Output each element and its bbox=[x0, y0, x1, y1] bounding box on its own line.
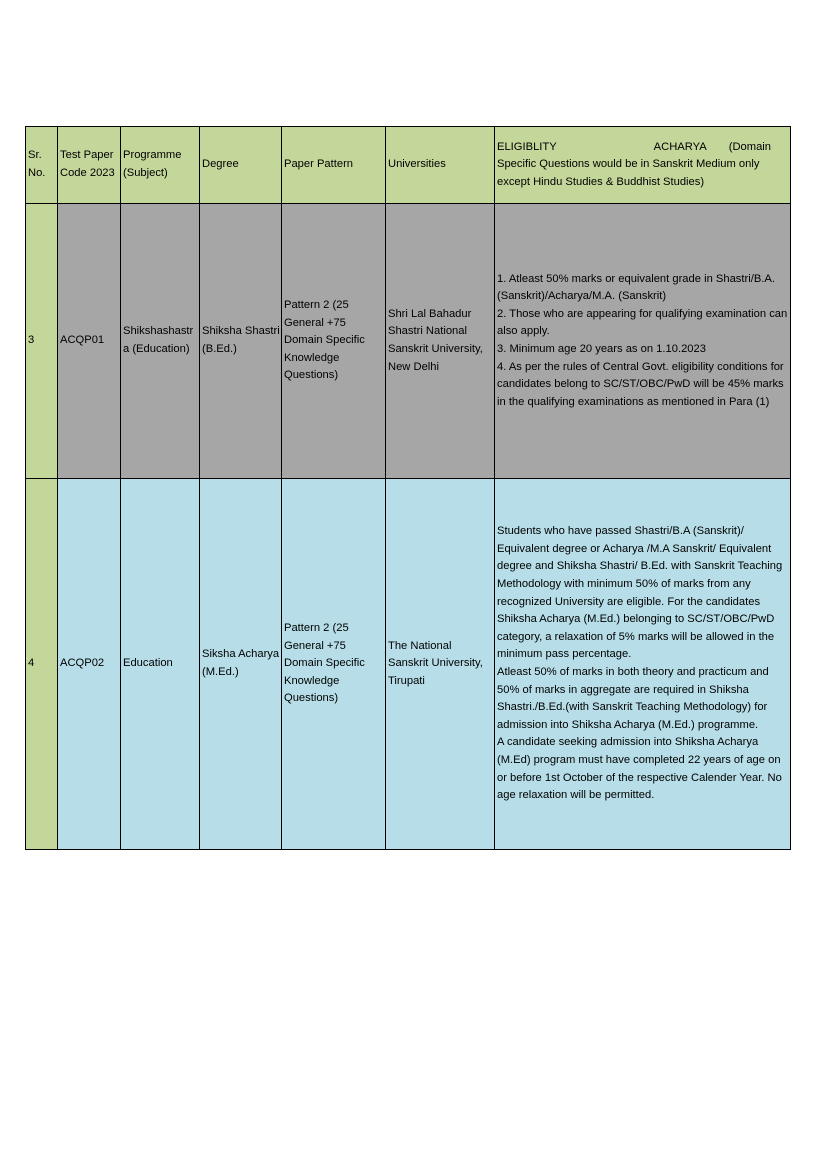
cell-university: The National Sanskrit University, Tirupati bbox=[386, 479, 495, 850]
cell-test-paper-code: ACQP02 bbox=[58, 479, 121, 850]
eligibility-table bbox=[25, 126, 791, 850]
header-sr-no: Sr. No. bbox=[26, 127, 58, 204]
cell-eligibility bbox=[495, 479, 791, 850]
cell-test-paper-code: ACQP01 bbox=[58, 204, 121, 479]
cell-sr-no: 3 bbox=[26, 204, 58, 479]
header-degree: Degree bbox=[200, 127, 282, 204]
header-programme: Programme (Subject) bbox=[121, 127, 200, 204]
header-eligibility-right: (Domain bbox=[728, 140, 771, 153]
eligibility-point: 2. Those who are appearing for qualifying examination can also apply. bbox=[497, 307, 788, 338]
header-test-paper-code: Test Paper Code 2023 bbox=[58, 127, 121, 204]
eligibility-paragraph: A candidate seeking admission into Shiksha Acharya (M.Ed) program must have completed 22 years of age on or before 1st October of the respective Calender Year. No age relaxation will be permitted. bbox=[497, 736, 782, 802]
table-row bbox=[26, 204, 791, 479]
eligibility-point: 4. As per the rules of Central Govt. eligibility conditions for candidates belong to SC/ST/OBC/PwD will be 45% marks in the qualifying examinations as mentioned in Para (1) bbox=[497, 360, 784, 408]
cell-eligibility bbox=[495, 204, 791, 479]
cell-programme: Education bbox=[121, 479, 200, 850]
header-row bbox=[26, 127, 791, 204]
header-eligibility-line1 bbox=[497, 139, 789, 157]
eligibility-paragraph: Students who have passed Shastri/B.A (Sanskrit)/ Equivalent degree or Acharya /M.A Sanskrit/ Equivalent degree and Shiksha Shastri/ B.Ed. with Sanskrit Teaching Methodology with minimum 50% of marks from any recognized University are eligible. For the candidates Shiksha Acharya (M.Ed.) belonging to SC/ST/OBC/PwD category, a relaxation of 5% marks will be allowed in the minimum pass percentage. bbox=[497, 525, 783, 661]
header-universities: Universities bbox=[386, 127, 495, 204]
header-paper-pattern: Paper Pattern bbox=[282, 127, 386, 204]
cell-paper-pattern: Pattern 2 (25 General +75 Domain Specific Knowledge Questions) bbox=[282, 204, 386, 479]
header-eligibility bbox=[495, 127, 791, 204]
cell-degree: Shiksha Shastri (B.Ed.) bbox=[200, 204, 282, 479]
eligibility-point: 3. Minimum age 20 years as on 1.10.2023 bbox=[497, 343, 706, 355]
cell-degree: Siksha Acharya (M.Ed.) bbox=[200, 479, 282, 850]
header-eligibility-mid: ACHARYA bbox=[653, 140, 707, 153]
cell-paper-pattern: Pattern 2 (25 General +75 Domain Specific Knowledge Questions) bbox=[282, 479, 386, 850]
eligibility-point: 1. Atleast 50% marks or equivalent grade in Shastri/B.A. (Sanskrit)/Acharya/M.A. (Sanskrit) bbox=[497, 272, 775, 303]
cell-sr-no: 4 bbox=[26, 479, 58, 850]
header-eligibility-rest: Specific Questions would be in Sanskrit Medium only except Hindu Studies & Buddhist Studies) bbox=[497, 158, 760, 188]
header-eligibility-left: ELIGIBLITY bbox=[497, 140, 557, 153]
eligibility-paragraph: Atleast 50% of marks in both theory and practicum and 50% of marks in aggregate are required in Shiksha Shastri./B.Ed.(with Sanskrit Teaching Methodology) for admission into Shiksha Acharya (M.Ed.) programme. bbox=[497, 666, 769, 731]
table-row bbox=[26, 479, 791, 850]
cell-university: Shri Lal Bahadur Shastri National Sanskrit University, New Delhi bbox=[386, 204, 495, 479]
cell-programme: Shikshashastra (Education) bbox=[121, 204, 200, 479]
